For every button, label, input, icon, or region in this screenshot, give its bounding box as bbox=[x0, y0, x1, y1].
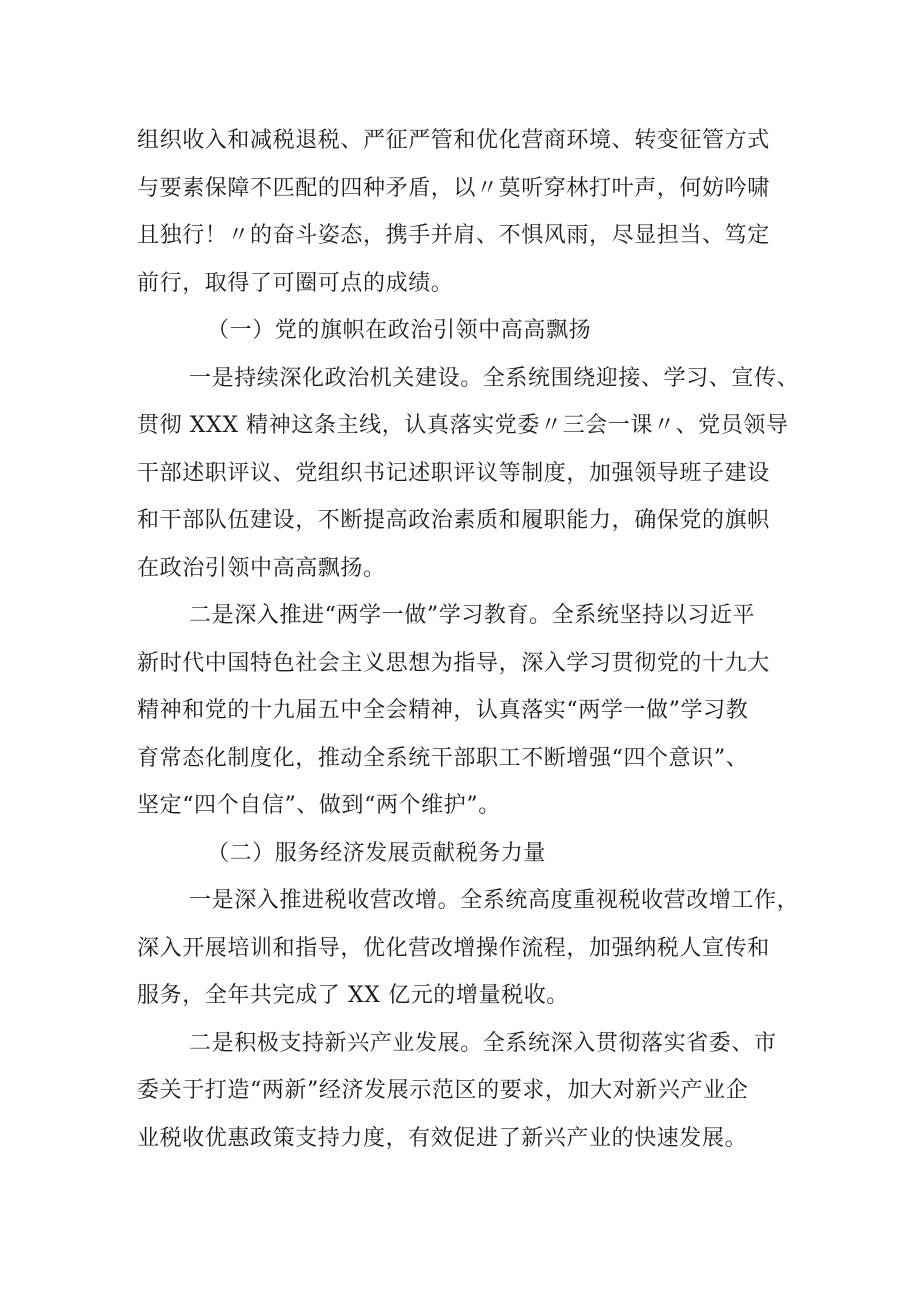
section1-para1-line-2: 贯彻 XXX 精神这条主线，认真落实党委〃三会一课〃、党员领导 bbox=[137, 413, 789, 438]
section1-para2-line-1: 二是深入推进“两学一做”学习教育。全系统坚持以习近平 bbox=[189, 603, 756, 628]
section2-para1-line-3: 服务，全年共完成了 XX 亿元的增量税收。 bbox=[137, 983, 569, 1008]
intro-line-2: 与要素保障不匹配的四种矛盾，以〃莫听穿林打叶声，何妨吟啸 bbox=[137, 175, 770, 201]
section1-heading: （一）党的旗帜在政治引领中高高飘扬 bbox=[207, 318, 592, 343]
section2-para1-line-2: 深入开展培训和指导，优化营改增操作流程，加强纳税人宣传和 bbox=[137, 935, 770, 961]
section1-para2-line-2: 新时代中国特色社会主义思想为指导，深入学习贯彻党的十九大 bbox=[137, 650, 770, 676]
section2-heading: （二）服务经济发展贡献税务力量 bbox=[207, 840, 547, 866]
section2-para2-line-2: 委关于打造“两新”经济发展示范区的要求，加大对新兴产业企 bbox=[137, 1078, 749, 1103]
section2-para2-line-3: 业税收优惠政策支持力度，有效促进了新兴产业的快速发展。 bbox=[137, 1125, 748, 1151]
section2-para2-line-1: 二是积极支持新兴产业发展。全系统深入贯彻落实省委、市 bbox=[189, 1030, 777, 1056]
section2-para1-line-1: 一是深入推进税收营改增。全系统高度重视税收营改增工作， bbox=[189, 888, 800, 913]
section1-para1-line-4: 和干部队伍建设，不断提高政治素质和履职能力，确保党的旗帜 bbox=[137, 508, 770, 533]
section1-para1-line-1: 一是持续深化政治机关建设。全系统围绕迎接、学习、宣传、 bbox=[189, 365, 800, 391]
section1-para2-line-4: 育常态化制度化，推动全系统干部职工不断增强“四个意识”、 bbox=[137, 745, 749, 771]
section1-para2-line-5: 坚定“四个自信”、做到“两个维护”。 bbox=[137, 793, 501, 818]
section1-para2-line-3: 精神和党的十九届五中全会精神，认真落实“两学一做”学习教 bbox=[137, 698, 749, 723]
intro-line-4: 前行，取得了可圈可点的成绩。 bbox=[137, 270, 454, 296]
intro-line-3: 且独行！〃的奋斗姿态，携手并肩、不惧风雨，尽显担当、笃定 bbox=[137, 223, 770, 248]
section1-para1-line-5: 在政治引领中高高飘扬。 bbox=[137, 555, 386, 581]
intro-line-1: 组织收入和减税退税、严征严管和优化营商环境、转变征管方式 bbox=[137, 128, 770, 153]
document-body bbox=[137, 117, 800, 1162]
section1-para1-line-3: 干部述职评议、党组织书记述职评议等制度，加强领导班子建设 bbox=[137, 460, 770, 486]
